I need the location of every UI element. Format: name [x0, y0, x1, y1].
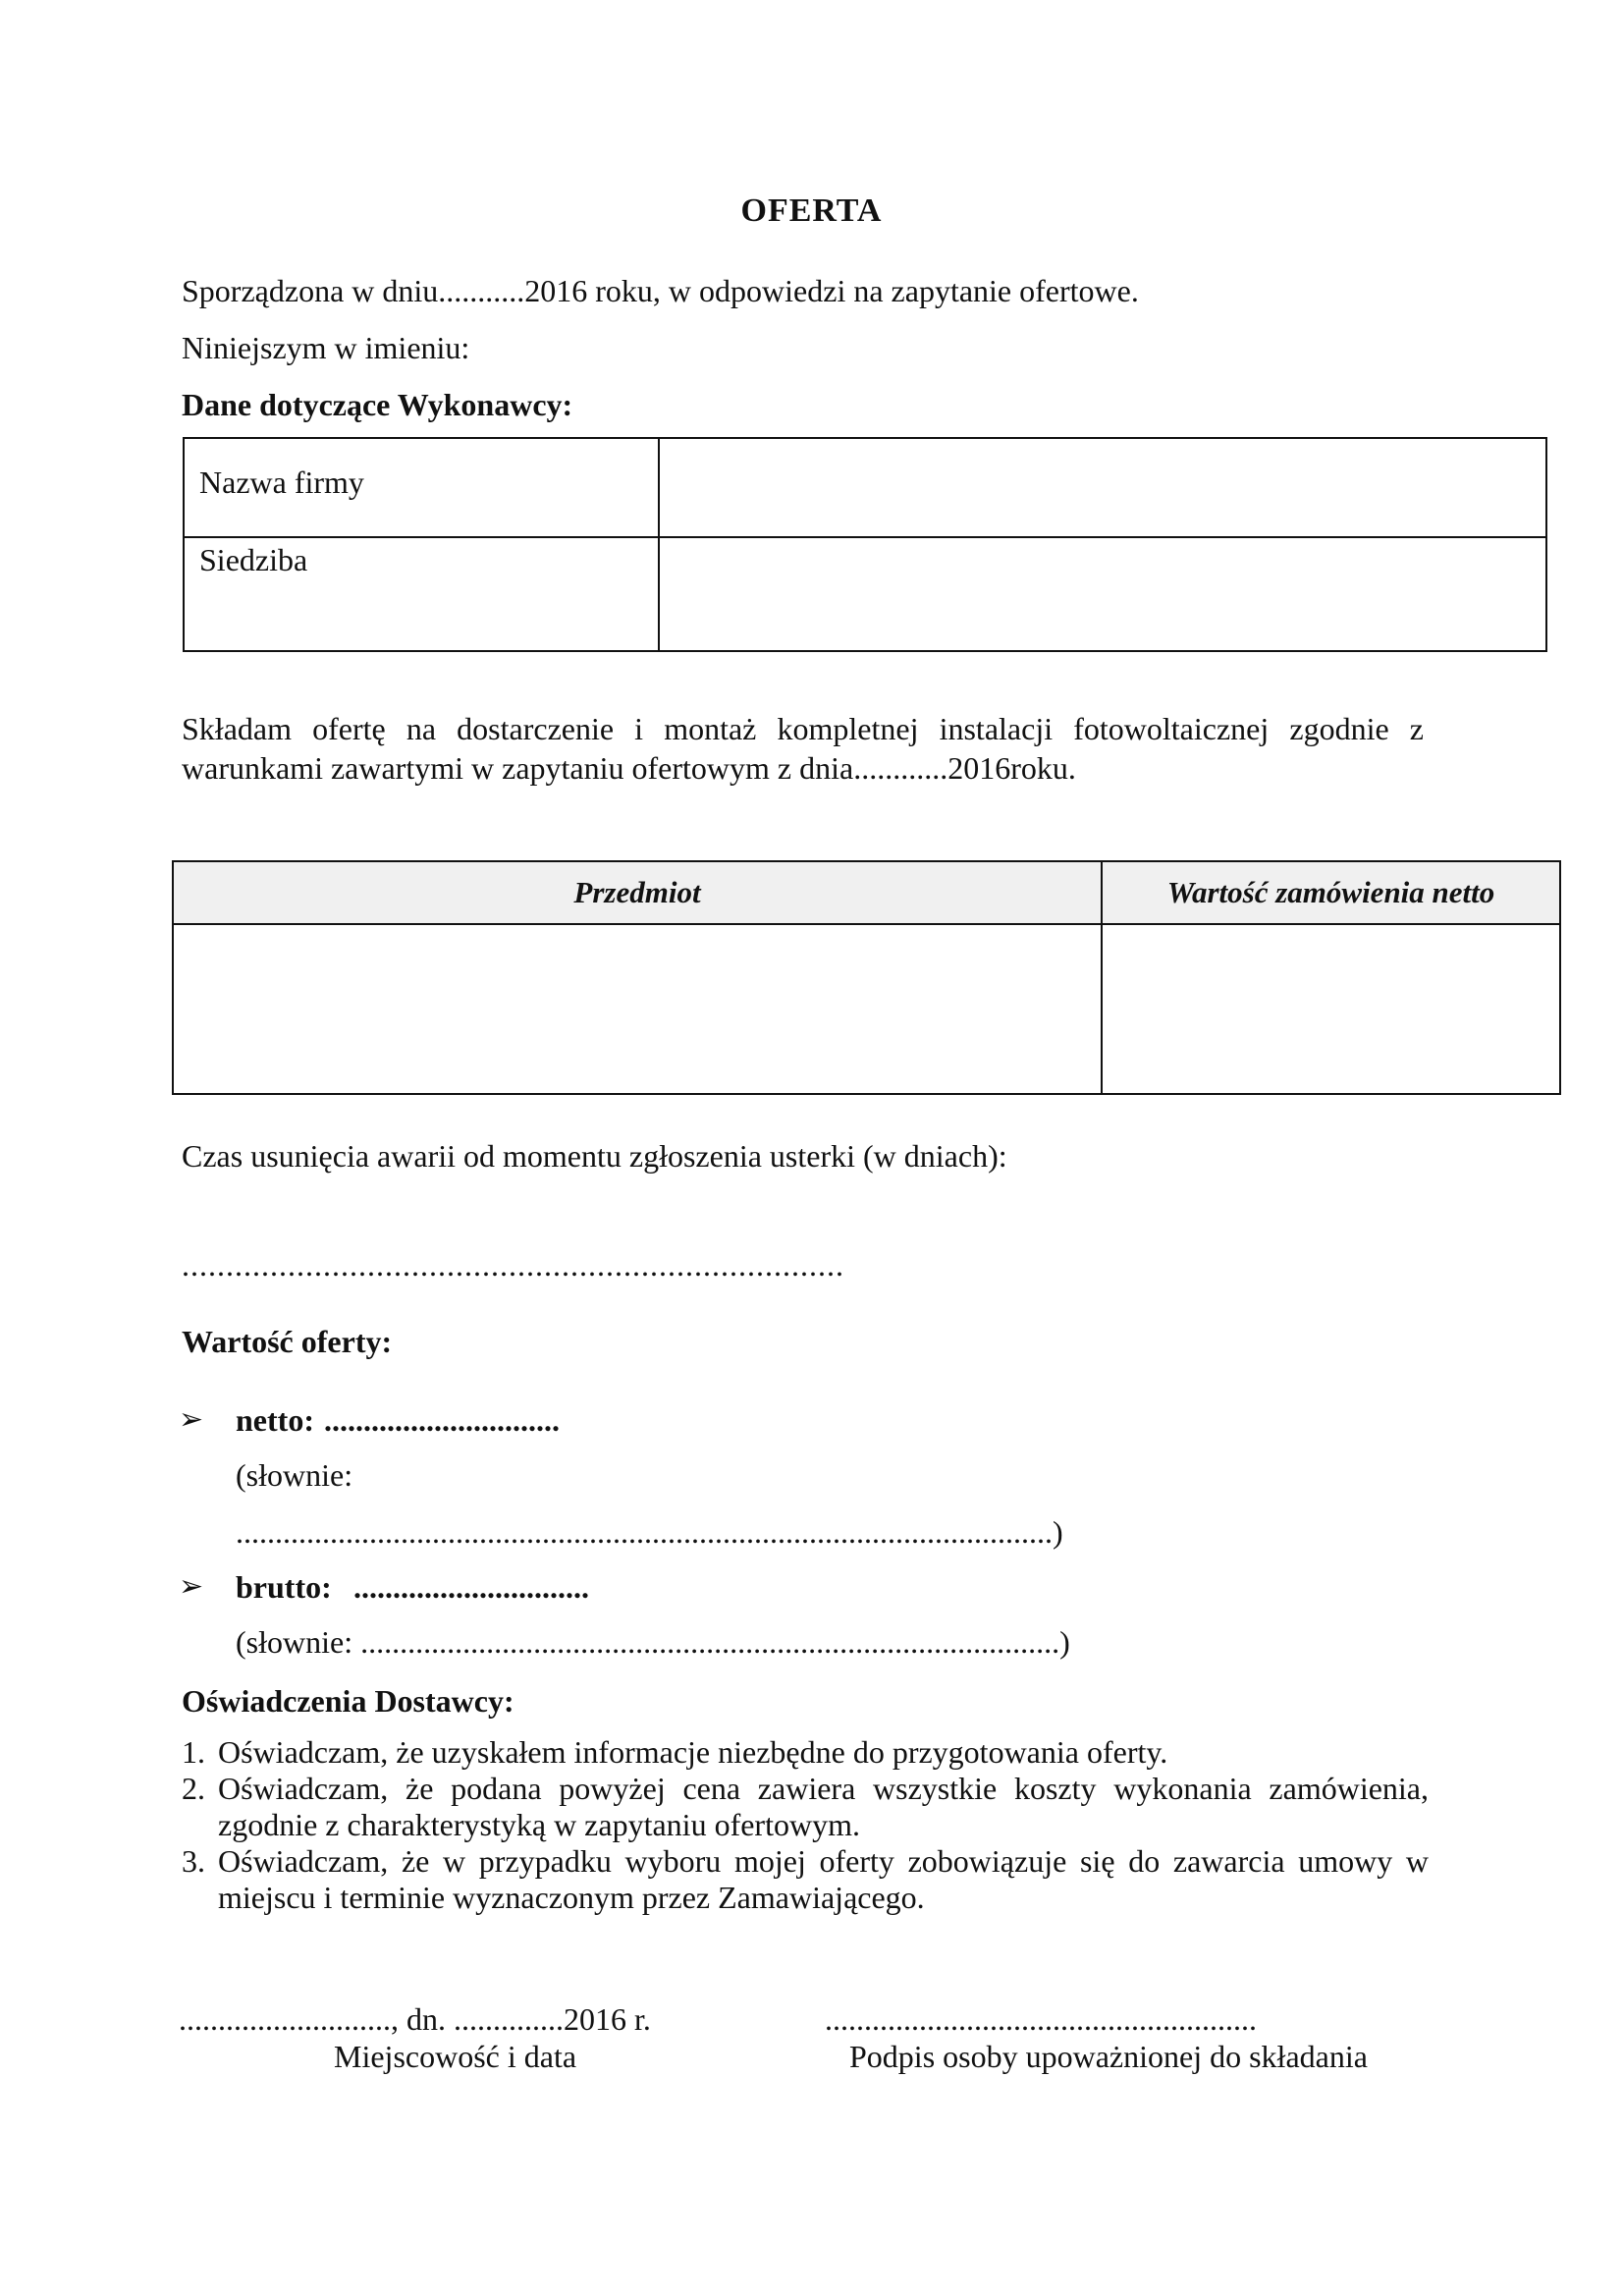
table-row	[184, 438, 1546, 537]
net-value-header: Wartość zamówienia netto	[1102, 861, 1560, 924]
place-date-caption: Miejscowość i data	[334, 2039, 577, 2074]
table-header-row	[173, 861, 1560, 924]
declaration-text: Oświadczam, że podana powyżej cena zawiera wszystkie koszty wykonania zamówienia, zgodnie z charakterystyką w zapytaniu ofertowym.	[218, 1771, 1429, 1842]
company-name-label: Nazwa firmy	[184, 438, 659, 537]
arrow-bullet-icon: ➢	[179, 1570, 204, 1603]
table-row	[173, 924, 1560, 1094]
offer-paragraph: Składam ofertę na dostarczenie i montaż kompletnej instalacji fotowoltaicznej zgodnie z warunkami zawartymi w zapytaniu ofertowym z dnia............2016roku.	[182, 711, 1424, 786]
declaration-text: Oświadczam, że uzyskałem informacje niezbędne do przygotowania oferty.	[218, 1734, 1168, 1770]
signature-field[interactable]: .......................................................	[825, 2001, 1257, 2037]
items-table	[172, 860, 1561, 1095]
offer-value-heading: Wartość oferty:	[182, 1324, 393, 1359]
subject-header: Przedmiot	[173, 861, 1102, 924]
declaration-text: Oświadczam, że w przypadku wyboru mojej oferty zobowiązuje się do zawarcia umowy w miejscu i terminie wyznaczonym przez Zamawiającego.	[218, 1843, 1429, 1915]
headquarters-label: Siedziba	[184, 537, 659, 651]
repair-time-field[interactable]: ...........................................................................	[182, 1247, 844, 1283]
headquarters-field[interactable]	[659, 537, 1546, 651]
table-row	[184, 537, 1546, 651]
declarations-list	[182, 1734, 1429, 1916]
net-value-cell[interactable]	[1102, 924, 1560, 1094]
subject-cell[interactable]	[173, 924, 1102, 1094]
contractor-table	[183, 437, 1547, 652]
list-item	[182, 1734, 1429, 1771]
place-date-field[interactable]: ..........................., dn. ..............2016 r.	[179, 2001, 651, 2037]
arrow-bullet-icon: ➢	[179, 1403, 204, 1436]
netto-field[interactable]: ..............................	[324, 1402, 560, 1438]
netto-label: netto:	[236, 1402, 314, 1438]
declarations-heading: Oświadczenia Dostawcy:	[182, 1683, 514, 1719]
page-title: OFERTA	[740, 192, 883, 229]
declaration-number: 2.	[182, 1771, 205, 1806]
list-item	[182, 1843, 1429, 1916]
netto-words-field[interactable]: ........................................................................................................)	[236, 1514, 1063, 1550]
declaration-number: 1.	[182, 1734, 205, 1770]
repair-time-label: Czas usunięcia awarii od momentu zgłoszenia usterki (w dniach):	[182, 1138, 1007, 1174]
brutto-words-field[interactable]: (słownie: .........................................................................................)	[236, 1624, 1070, 1660]
netto-words-label: (słownie:	[236, 1457, 353, 1493]
company-name-field[interactable]	[659, 438, 1546, 537]
list-item	[182, 1771, 1429, 1843]
brutto-label: brutto:	[236, 1569, 332, 1605]
brutto-field[interactable]: ..............................	[353, 1569, 589, 1605]
declaration-number: 3.	[182, 1843, 205, 1879]
date-line: Sporządzona w dniu...........2016 roku, w odpowiedzi na zapytanie ofertowe.	[182, 273, 1139, 308]
signature-caption: Podpis osoby upoważnionej do składania	[849, 2039, 1368, 2074]
on-behalf-line: Niniejszym w imieniu:	[182, 330, 470, 365]
contractor-heading: Dane dotyczące Wykonawcy:	[182, 387, 573, 422]
